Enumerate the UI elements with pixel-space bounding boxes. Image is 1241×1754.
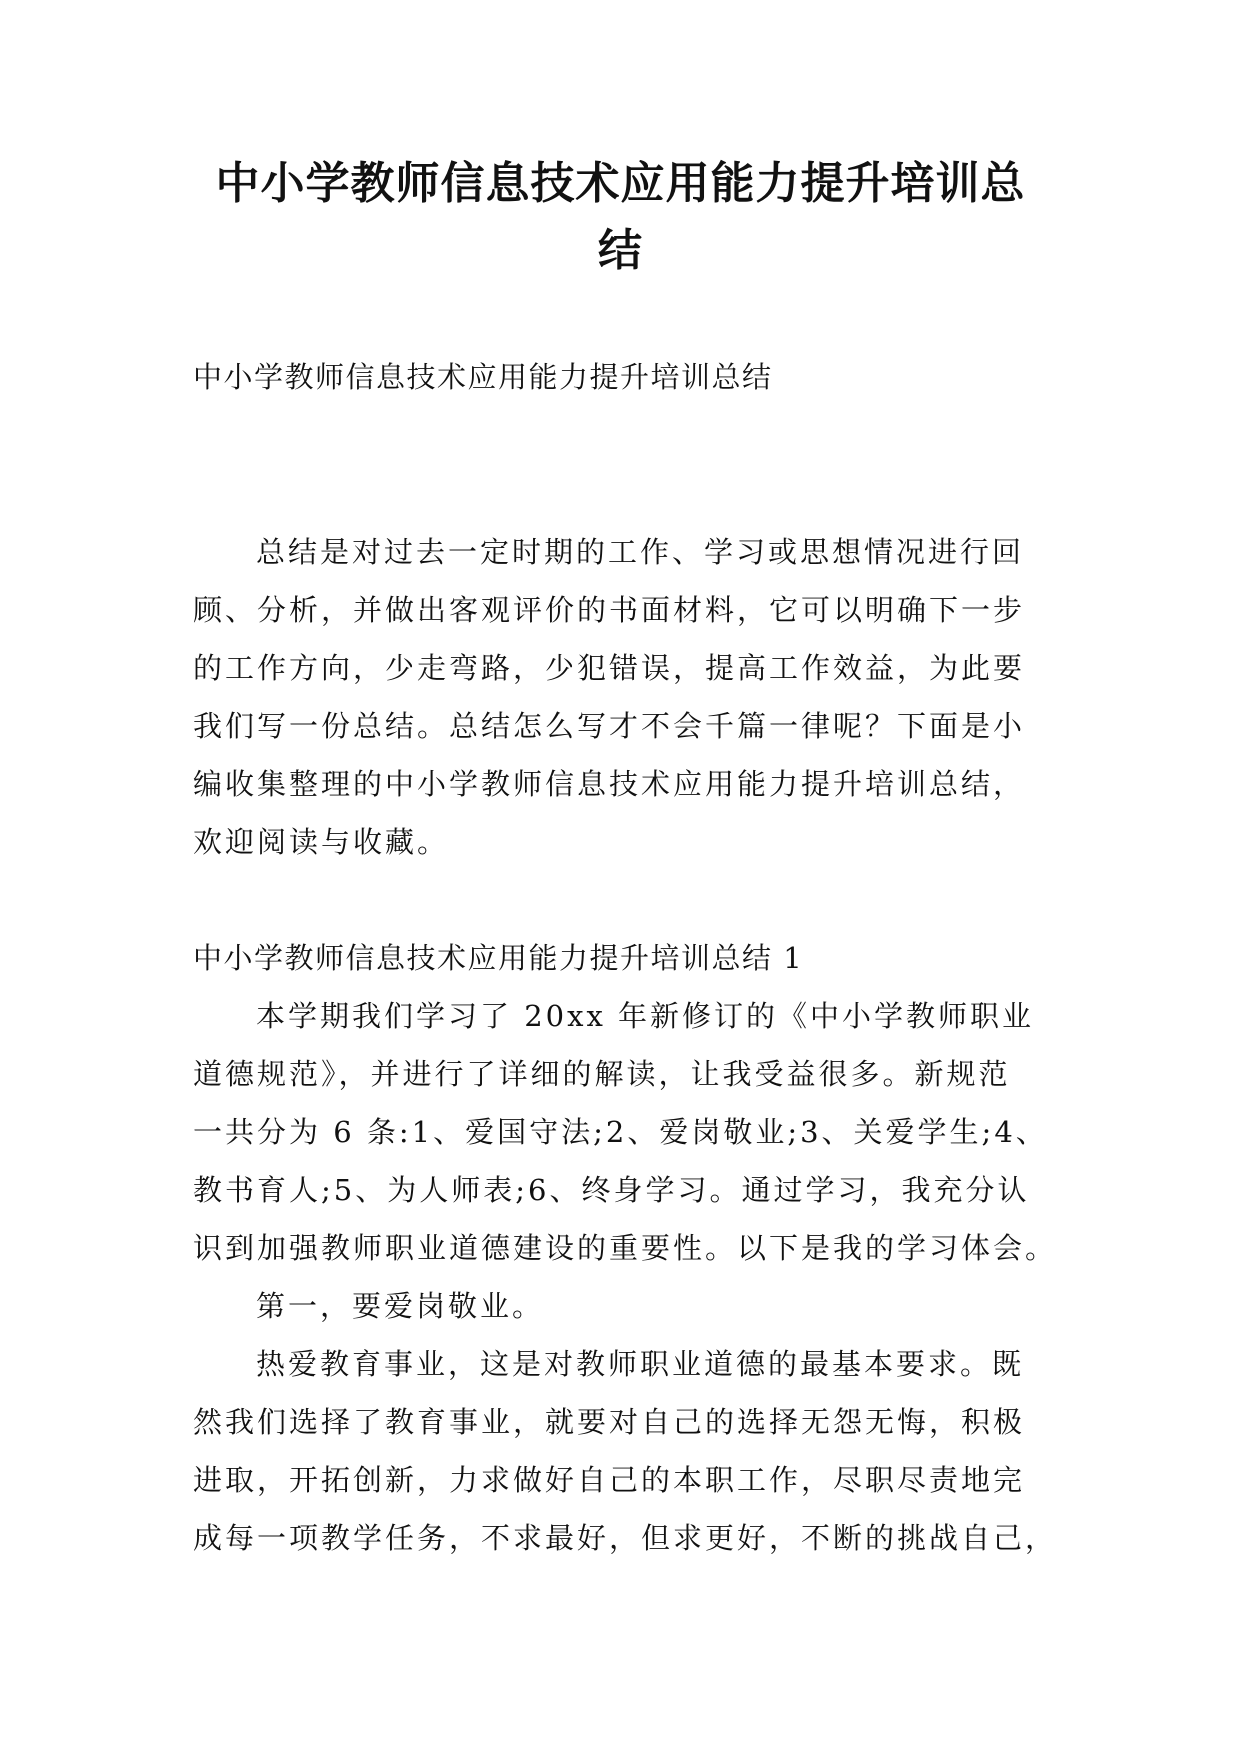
section1-line-3: 一共分为 6 条:1、爱国守法;2、爱岗敬业;3、关爱学生;4、: [193, 1115, 1048, 1149]
intro-line-5: 编收集整理的中小学教师信息技术应用能力提升培训总结，: [193, 767, 1026, 801]
intro-line-3: 的工作方向，少走弯路，少犯错误，提高工作效益，为此要: [193, 651, 1026, 685]
section1-line-5: 识到加强教师职业道德建设的重要性。以下是我的学习体会。: [193, 1231, 1058, 1265]
title-line-1: 中小学教师信息技术应用能力提升培训总: [215, 158, 1026, 209]
intro-line-1: 总结是对过去一定时期的工作、学习或思想情况进行回: [256, 535, 1025, 569]
point1-line-1: 热爱教育事业，这是对教师职业道德的最基本要求。既: [256, 1347, 1025, 1381]
point1-line-4: 成每一项教学任务，不求最好，但求更好，不断的挑战自己，: [193, 1521, 1058, 1555]
section1-line-4: 教书育人;5、为人师表;6、终身学习。通过学习，我充分认: [193, 1173, 1030, 1207]
document-title: [150, 150, 1091, 284]
intro-line-4: 我们写一份总结。总结怎么写才不会千篇一律呢？下面是小: [193, 709, 1026, 743]
title-line-2: 结: [598, 225, 643, 276]
document-subtitle: 中小学教师信息技术应用能力提升培训总结: [193, 360, 773, 394]
point1-heading: 第一，要爱岗敬业。: [256, 1289, 545, 1323]
section1-heading: 中小学教师信息技术应用能力提升培训总结 1: [193, 941, 804, 975]
point1-line-3: 进取，开拓创新，力求做好自己的本职工作，尽职尽责地完: [193, 1463, 1026, 1497]
intro-line-2: 顾、分析，并做出客观评价的书面材料，它可以明确下一步: [193, 593, 1026, 627]
point1-line-2: 然我们选择了教育事业，就要对自己的选择无怨无悔，积极: [193, 1405, 1026, 1439]
section1-line-2: 道德规范》，并进行了详细的解读，让我受益很多。新规范: [193, 1057, 1011, 1091]
section1-line-1: 本学期我们学习了 20xx 年新修订的《中小学教师职业: [256, 999, 1035, 1033]
intro-line-6: 欢迎阅读与收藏。: [193, 825, 450, 859]
